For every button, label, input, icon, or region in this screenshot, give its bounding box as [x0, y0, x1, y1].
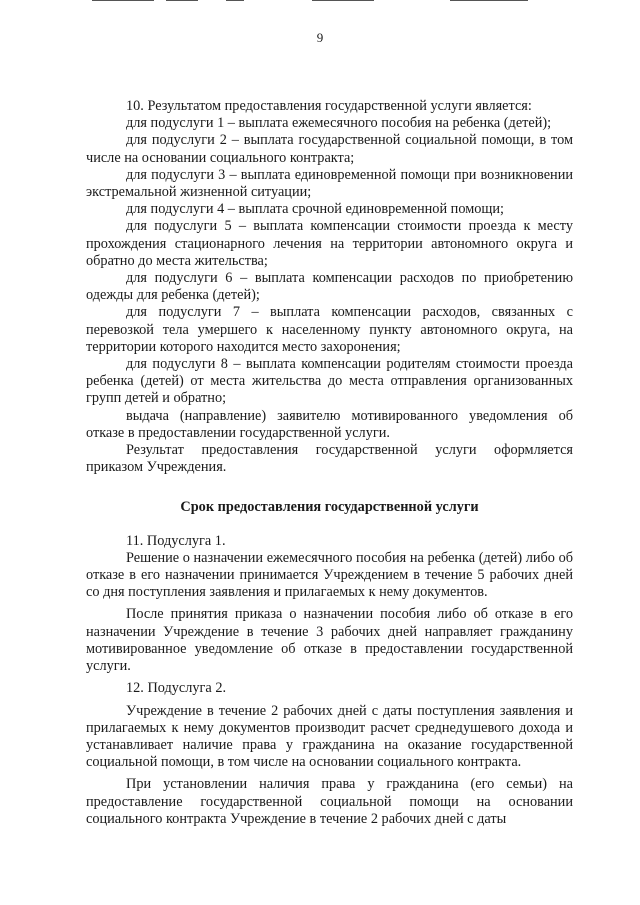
top-rule-1: [92, 0, 154, 1]
top-rule-2: [166, 0, 198, 1]
paragraph-item-11: 11. Подуслуга 1.: [126, 532, 226, 549]
paragraph-refusal-notice: выдача (направление) заявителю мотивированного уведомления об отказе в предоставлении государственной услуги.: [86, 407, 573, 441]
top-rule-3: [226, 0, 244, 1]
section-heading: Срок предоставления государственной услуги: [180, 499, 479, 516]
paragraph-subservice-3: для подуслуги 3 – выплата единовременной помощи при возникновении экстремальной жизненной ситуации;: [86, 166, 573, 201]
paragraph-subservice-5: для подуслуги 5 – выплата компенсации стоимости проезда к месту прохождения стационарного лечения на территории автономного округа и обратно до места жительства;: [86, 218, 573, 269]
paragraph-subservice-7: для подуслуги 7 – выплата компенсации расходов, связанных с перевозкой тела умершего к населенному пункту автономного округа, на территории которого находится место захоронения;: [86, 304, 573, 355]
top-rule-5: [450, 0, 528, 1]
document-body: [86, 98, 573, 828]
paragraph-result-intro: 10. Результатом предоставления государственной услуги является:: [126, 98, 532, 114]
paragraph-subservice-8: для подуслуги 8 – выплата компенсации родителям стоимости проезда ребенка (детей) от места жительства до места отправления организованных групп детей и обратно;: [86, 356, 573, 407]
paragraph-decision-term: Решение о назначении ежемесячного пособия на ребенка (детей) либо об отказе в его назначении принимается Учреждением в течение 5 рабочих дней со дня поступления заявления и прилагаемых к нему документов.: [86, 549, 573, 601]
paragraph-subservice-4: для подуслуги 4 – выплата срочной единовременной помощи;: [126, 201, 505, 218]
page-number: 9: [316, 30, 324, 45]
paragraph-subservice-1: для подуслуги 1 – выплата ежемесячного пособия на ребенка (детей);: [126, 115, 552, 132]
paragraph-income-calculation: Учреждение в течение 2 рабочих дней с даты поступления заявления и прилагаемых к нему документов производит расчет среднедушевого дохода и устанавливает наличие права у гражданина на оказание государственной социальной помощи, в том числе на основании социального контракта.: [86, 702, 573, 771]
paragraph-subservice-2: для подуслуги 2 – выплата государственной социальной помощи, в том числе на основании социального контракта;: [86, 132, 573, 166]
paragraph-subservice-6: для подуслуги 6 – выплата компенсации расходов по приобретению одежды для ребенка (детей);: [86, 270, 573, 304]
paragraph-result-formalization: Результат предоставления государственной услуги оформляется приказом Учреждения.: [86, 442, 573, 476]
paragraph-social-contract: При установлении наличия права у гражданина (его семьи) на предоставление государственной социальной помощи на основании социального контракта Учреждение в течение 2 рабочих дней с даты: [86, 776, 573, 827]
paragraph-item-12: 12. Подуслуга 2.: [126, 680, 227, 697]
paragraph-notification-term: После принятия приказа о назначении пособия либо об отказе в его назначении Учреждение в течение 3 рабочих дней направляет гражданину мотивированное уведомление об отказе в предоставлении государственной услуги.: [86, 606, 573, 675]
top-rule-4: [312, 0, 374, 1]
